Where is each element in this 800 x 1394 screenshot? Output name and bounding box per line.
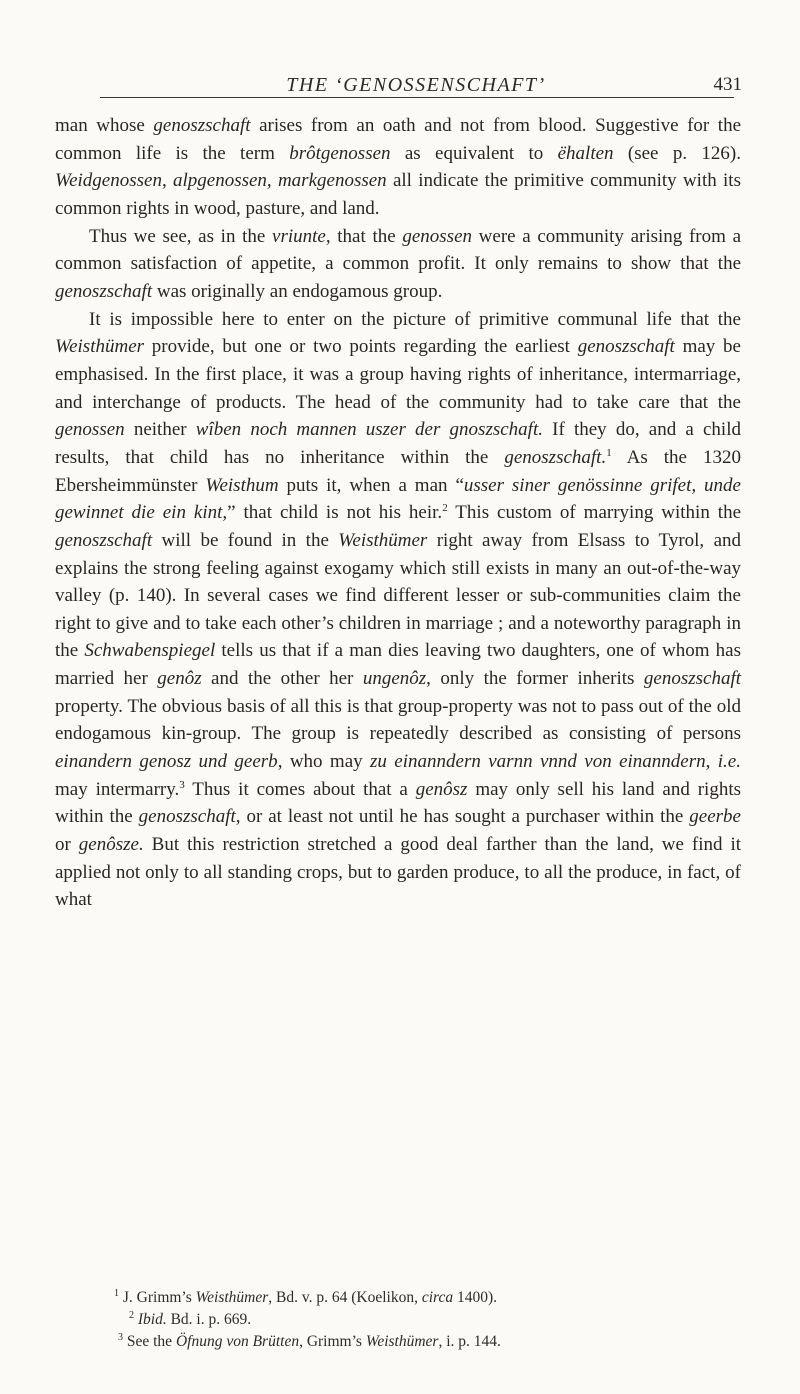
text-run: may only sell his land and rights within the	[55, 778, 741, 828]
text-run: Bd. i. p. 669.	[166, 1311, 252, 1328]
text-run: man whose	[55, 115, 154, 136]
text-run: may be emphasised. In the first place, it was a group having rights of inheritance, intermarriage, and interchange of products. The head of the community had to take care that the	[55, 336, 741, 413]
italic-term: Ibid.	[137, 1311, 167, 1328]
footnote-number: 1	[114, 1288, 119, 1299]
text-run: If they do, and a child results, that child has no inheritance within the	[55, 419, 741, 468]
text-run: neither	[124, 419, 196, 441]
paragraph	[55, 112, 741, 223]
italic-term: genoszschaft	[55, 280, 153, 302]
text-run: was originally an endogamous group.	[152, 280, 443, 302]
text-run: puts it, when a man “	[278, 474, 464, 496]
text-run: Thus we see, as in the	[89, 225, 273, 247]
text-run: may intermarry.	[55, 778, 180, 800]
italic-term: genossen	[402, 225, 472, 247]
text-run: This custom of marrying within the	[447, 502, 742, 524]
italic-term: genossen	[55, 419, 125, 441]
text-run: , who may	[277, 751, 371, 773]
text-run: See the	[126, 1333, 176, 1350]
italic-term: genôsze.	[78, 834, 144, 856]
text-run: , that the	[325, 225, 403, 247]
italic-term: brôtgenossen	[289, 142, 391, 164]
text-run: all indicate the primitive community with its common rights in wood, pasture, and land.	[55, 170, 741, 219]
text-run: J. Grimm’s	[122, 1289, 196, 1306]
text-run: provide, but one or two points regarding the earliest	[144, 336, 578, 358]
footnote-number: 2	[129, 1310, 134, 1321]
text-run: and the other her	[201, 668, 363, 690]
footnote	[90, 1331, 750, 1353]
text-run: , Bd. v. p. 64 (Koelikon,	[268, 1289, 422, 1306]
italic-term: genoszschaft	[138, 806, 236, 828]
text-run: Thus it comes about that a	[184, 778, 416, 800]
page-number: 431	[713, 74, 742, 95]
italic-term: vriunte	[272, 225, 326, 247]
running-head	[100, 74, 742, 104]
italic-term: ëhalten	[557, 142, 614, 164]
italic-term: geerbe	[689, 806, 741, 828]
italic-term: wîben noch mannen uszer der gnoszschaft.	[195, 419, 543, 441]
body-text	[55, 112, 741, 914]
text-run: , or at least not until he has sought a purchaser within the	[235, 806, 690, 828]
text-run: will be found in the	[152, 529, 339, 551]
italic-term: circa	[421, 1289, 454, 1306]
italic-term: genoszschaft	[643, 668, 741, 690]
text-run: right away from Elsass to Tyrol, and explains the strong feeling against exogamy which still exists in many an out-of-the-way valley (p. 140). In several cases we find different lesser or sub-communities claim the right to give and to take each other’s children in marriage ; and a noteworthy paragraph in the	[55, 529, 741, 662]
italic-term: genoszschaft	[55, 529, 153, 551]
italic-term: Schwabenspiegel	[84, 640, 216, 662]
italic-term: Weisthümer	[338, 529, 428, 551]
text-run: tells us that if a man dies leaving two daughters, one of whom has married her	[55, 640, 741, 690]
text-run: arises from an oath and not from blood. Suggestive for the common life is the term	[55, 115, 742, 164]
paragraph	[55, 223, 741, 306]
footnotes	[90, 1287, 750, 1353]
italic-term: genôz	[157, 668, 202, 690]
text-run: But this restriction stretched a good deal farther than the land, we find it applied not only to all standing crops, but to garden produce, to all the produce, in fact, of what	[55, 834, 742, 911]
header-rule	[100, 97, 734, 98]
italic-term: zu einanndern varnn vnnd von einanndern, i.e.	[370, 751, 741, 773]
text-run: (see p. 126).	[613, 142, 741, 164]
footnote-number: 3	[118, 1332, 123, 1343]
italic-term: genoszschaft.	[504, 446, 607, 468]
text-run: 1400).	[453, 1289, 498, 1306]
italic-term: ungenôz	[362, 668, 427, 690]
running-title: THE ‘GENOSSENSCHAFT’	[286, 74, 546, 96]
italic-term: Weisthümer	[365, 1333, 439, 1350]
italic-term: usser siner genössinne grifet, unde gewinnet die ein kint,	[55, 474, 741, 524]
footnote-ref: 2	[442, 502, 448, 515]
italic-term: genoszschaft	[153, 115, 251, 136]
text-run: or	[55, 834, 79, 856]
text-run: , only the former inherits	[426, 668, 644, 690]
italic-term: Weisthümer	[195, 1289, 269, 1306]
footnote	[90, 1287, 750, 1309]
text-run: It is impossible here to enter on the picture of primitive communal life that the	[89, 308, 741, 330]
italic-term: genôsz	[415, 778, 468, 800]
italic-term: einandern genosz und geerb	[55, 751, 278, 773]
text-run: ” that child is not his heir.	[227, 502, 443, 524]
italic-term: Öfnung von Brütten	[175, 1333, 300, 1350]
text-run: as equivalent to	[390, 142, 558, 164]
footnote-ref: 3	[179, 778, 185, 791]
italic-term: Weidgenossen, alpgenossen, markgenossen	[55, 170, 387, 192]
text-run: , Grimm’s	[299, 1333, 366, 1350]
footnote-ref: 1	[606, 446, 612, 459]
italic-term: Weisthum	[205, 474, 279, 496]
text-run: property. The obvious basis of all this is that group-property was not to pass out of the old endogamous kin-group. The group is repeatedly described as consisting of persons	[55, 695, 741, 745]
italic-term: Weisthümer	[55, 336, 145, 358]
text-run: were a community arising from a common satisfaction of appetite, a common profit. It only remains to show that the	[55, 225, 742, 275]
footnote	[90, 1309, 750, 1331]
text-run: , i. p. 144.	[438, 1333, 501, 1350]
text-run: As the 1320 Ebersheimmünster	[55, 446, 741, 496]
paragraph	[55, 306, 741, 914]
italic-term: genoszschaft	[577, 336, 675, 358]
